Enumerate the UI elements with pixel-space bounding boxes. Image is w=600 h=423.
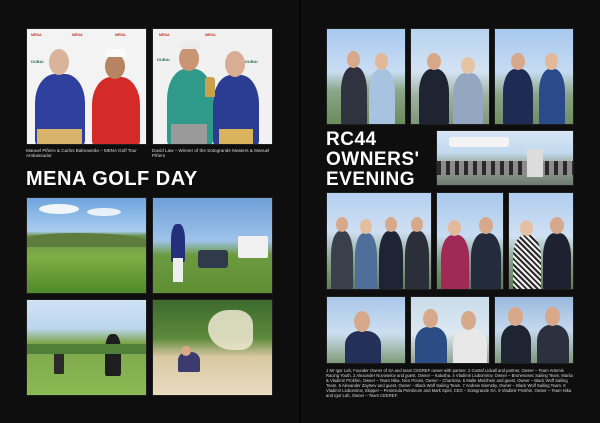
photo-rc44-conversation	[410, 296, 490, 364]
white-cap-icon	[105, 49, 127, 57]
head	[479, 217, 493, 234]
head	[347, 51, 360, 68]
photo-golfer-swing	[152, 197, 273, 294]
head	[520, 220, 533, 236]
person	[379, 231, 403, 290]
trees	[27, 344, 147, 354]
person	[415, 327, 447, 364]
head	[179, 46, 199, 71]
golfer	[171, 224, 185, 262]
person-blue-dress	[539, 69, 565, 125]
dubai-logo: DUBAI	[157, 57, 170, 62]
person-suit	[501, 325, 531, 364]
photo-rc44-terrace	[436, 130, 574, 186]
head	[461, 311, 476, 330]
hills	[27, 233, 147, 247]
person	[331, 231, 353, 290]
photo-rc44-portrait-1	[326, 296, 406, 364]
head	[545, 307, 560, 326]
photo-pinero-balmaseda	[26, 28, 147, 145]
photo-rc44-couple-2	[508, 192, 574, 290]
photo-rc44-guests-2	[410, 28, 490, 125]
page-title-golf: MENA GOLF DAY	[26, 168, 198, 190]
head	[545, 53, 558, 70]
awning	[449, 137, 509, 147]
trousers	[173, 258, 183, 282]
person-suit	[345, 331, 381, 364]
photo-rc44-group	[326, 192, 432, 290]
crowd	[437, 161, 574, 175]
person-patterned-dress	[513, 235, 541, 290]
head	[181, 346, 191, 356]
person-white-shirt	[453, 329, 487, 364]
head	[550, 217, 564, 234]
photo-golfer-putting	[26, 299, 147, 396]
person-blue-shirt	[369, 69, 395, 125]
person	[405, 231, 429, 290]
trousers	[37, 129, 82, 145]
head	[225, 51, 245, 77]
head	[511, 53, 525, 70]
head	[448, 220, 461, 236]
page-title-rc44-line1: RC44	[326, 129, 377, 150]
person-suit	[543, 233, 571, 290]
sponsor-logo: MENA	[72, 33, 83, 37]
head	[105, 54, 125, 79]
photo-rc44-guests-3	[494, 28, 574, 125]
head	[354, 311, 370, 332]
sand-splash	[208, 310, 253, 350]
caption-rc44: 1 Mr Igor Lah, Founder Owner of SA and team CEEREF owner with partner. 2 Gustaf Lidvall and partner, Owner – Team Artemis Racing Youth. 2 Alexander Novoselov and guest, Owner – Katusha. 4 Vladimir Liubomirov, Owner – Bronenosec Sailing Team, Mariia & Vladimir Prokhin, Owner – Team Nika, Nico Poons, Owner – Charisma. 5 Malte Mielzhein and guest, Owner – Black Wolf Sailing Team. 6 Alexander Zaytsev and guest, Owner – Black Wolf Sailing Team. 7 Andrew Siemsby, Owner – Black Wolf Sailing Team. 8 Vladimir Liubomirov, Skipper – Peninsula Petroleum and Mark Spinl, CEO – Sotogrande SA. 9 Vladimir Prokhin, Owner – Team Nika and Igor Lah, Owner – Team CEEREF.	[326, 368, 573, 398]
head	[360, 219, 372, 234]
trousers	[219, 129, 253, 145]
white-cap-icon	[179, 41, 201, 49]
sponsor-logo: MENA	[115, 33, 126, 37]
head	[49, 49, 69, 75]
person-patterned-dress	[453, 73, 483, 125]
person-red-shirt	[92, 77, 140, 145]
dubai-logo: DUBAI	[245, 59, 258, 64]
caption-photo2: David Law – Winner of the Sotogrande Masters & Manuel Piñero	[152, 148, 270, 159]
page-gutter	[299, 0, 301, 423]
photo-rc44-guests-1	[326, 28, 406, 125]
caption-photo1: Manuel Piñero & Carlos Balmaseda – MENA Golf Tour Ambassador	[26, 148, 137, 159]
head	[461, 57, 475, 74]
person-suit	[537, 325, 569, 364]
page-title-rc44-line2: OWNERS'	[326, 149, 420, 170]
sponsor-logo: MENA	[159, 33, 170, 37]
tent	[238, 236, 268, 258]
person-suit	[341, 67, 367, 125]
person-suit	[419, 69, 449, 125]
head	[411, 217, 423, 232]
trophy-icon	[205, 77, 215, 97]
dubai-logo: DUBAI	[31, 59, 44, 64]
head	[375, 53, 388, 70]
sponsor-logo: MENA	[31, 33, 42, 37]
golf-cart	[198, 250, 228, 268]
head	[423, 309, 438, 328]
head	[385, 217, 397, 232]
head	[508, 307, 523, 326]
cloud	[39, 204, 79, 214]
flag	[527, 149, 543, 177]
person-suit	[503, 69, 533, 125]
cloud	[87, 208, 121, 216]
head	[336, 217, 348, 232]
photo-rc44-pair	[494, 296, 574, 364]
trousers	[171, 124, 207, 145]
person-suit	[471, 233, 501, 290]
head	[427, 53, 441, 70]
photo-golf-course-landscape	[26, 197, 147, 294]
person	[355, 233, 377, 290]
photo-rc44-couple-1	[436, 192, 504, 290]
photo-law-pinero	[152, 28, 273, 145]
sponsor-logo: MENA	[205, 33, 216, 37]
person-red-dress	[441, 235, 469, 290]
golfer	[105, 334, 121, 376]
photo-bunker-shot	[152, 299, 273, 396]
page-title-rc44-line3: EVENING	[326, 169, 416, 190]
